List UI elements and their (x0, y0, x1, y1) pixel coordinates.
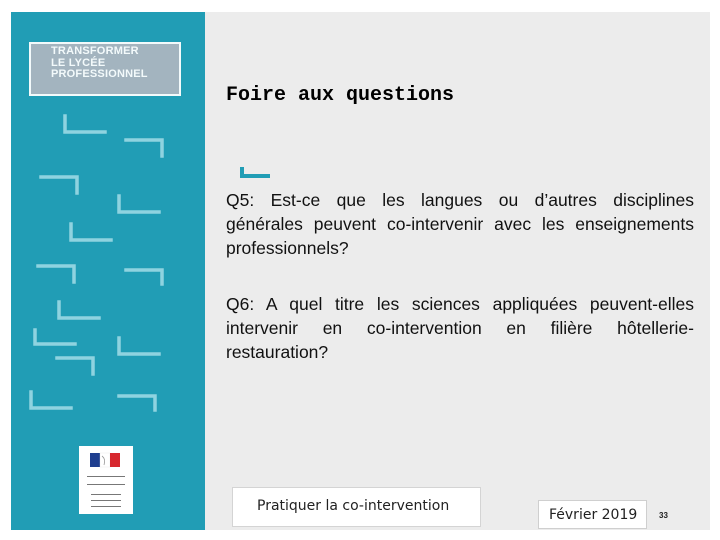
emblem-divider (91, 494, 121, 495)
page-number: 33 (659, 511, 668, 520)
footer-date: Février 2019 (549, 507, 638, 523)
marianne-logo-icon (84, 451, 128, 471)
logo-line-1: TRANSFORMER (51, 45, 139, 57)
footer-label: Pratiquer la co-intervention (257, 498, 450, 514)
question-q6: Q6: A quel titre les sciences appliquées peuvent-elles intervenir en co-intervention en filière hôtellerie-restauration? (226, 294, 694, 362)
logo-text (51, 46, 148, 81)
footer-label-box (232, 487, 481, 527)
emblem-divider (87, 476, 125, 477)
date-box (538, 500, 647, 529)
emblem-divider (91, 500, 121, 501)
logo-line-2: LE LYCÉE (51, 56, 106, 69)
logo (29, 42, 181, 96)
question-q5: Q5: Est-ce que les langues ou d’autres disciplines générales peuvent co-intervenir avec les enseignements professionnels? (226, 190, 694, 258)
ministry-emblem (79, 446, 133, 514)
emblem-divider (91, 506, 121, 507)
accent-bracket-icon (240, 167, 270, 179)
emblem-divider (87, 484, 125, 485)
logo-line-3: PROFESSIONNEL (51, 68, 148, 80)
page-title: Foire aux questions (226, 84, 455, 107)
